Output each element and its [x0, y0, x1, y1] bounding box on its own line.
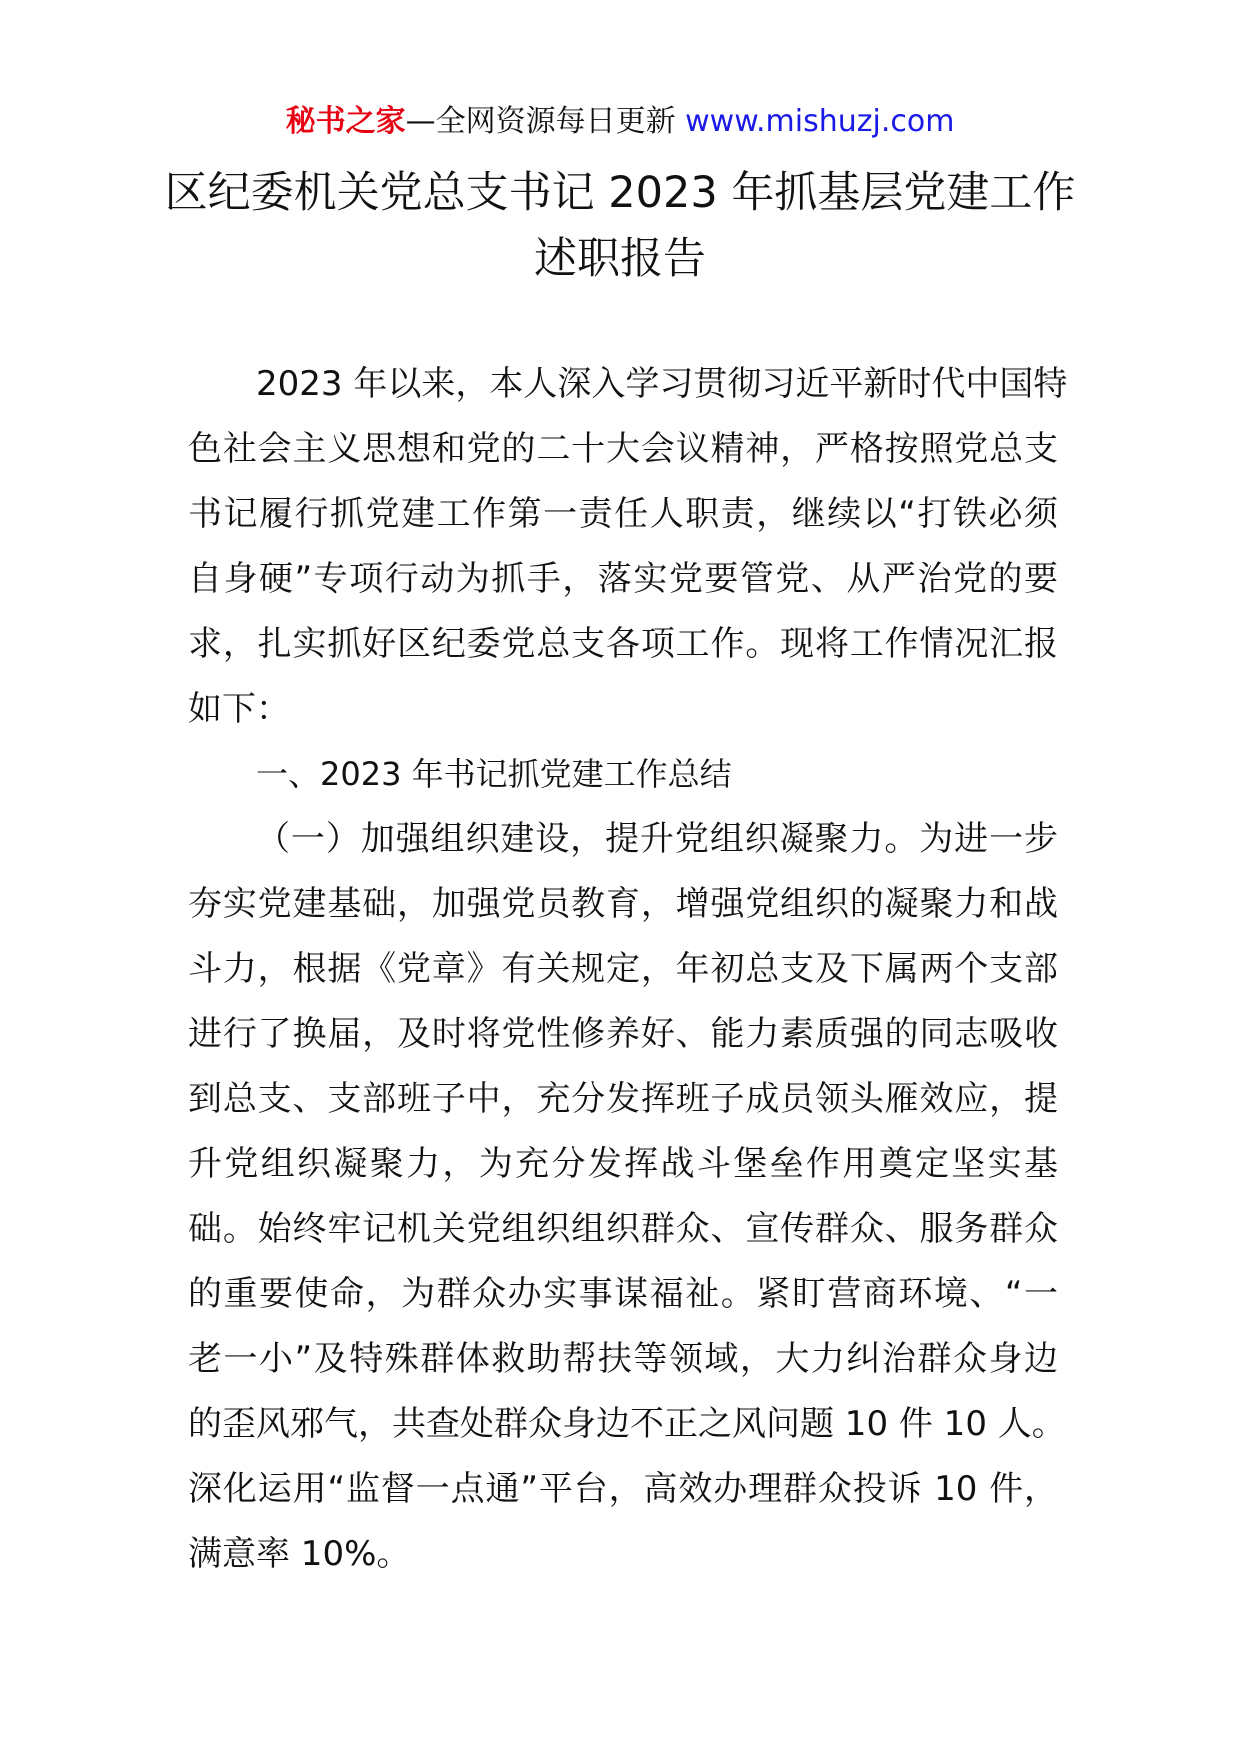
body-line: 满意率 10%。 — [188, 1534, 411, 1574]
body-line: 老一小”及特殊群体救助帮扶等领域，大力纠治群众身边 — [188, 1339, 1058, 1379]
body-line: 的重要使命，为群众办实事谋福祉。紧盯营商环境、“一 — [188, 1274, 1058, 1314]
body-line: 深化运用“监督一点通”平台，高效办理群众投诉 10 件， — [188, 1469, 1058, 1509]
body-line: 色社会主义思想和党的二十大会议精神，严格按照党总支 — [188, 429, 1058, 469]
body-line: 自身硬”专项行动为抓手，落实党要管党、从严治党的要 — [188, 559, 1058, 599]
body-line: 进行了换届，及时将党性修养好、能力素质强的同志吸收 — [188, 1014, 1058, 1054]
body-line: 求，扎实抓好区纪委党总支各项工作。现将工作情况汇报 — [188, 624, 1058, 664]
site-url-link[interactable]: www.mishuzj.com — [685, 104, 955, 139]
document-body — [188, 352, 1068, 1587]
document-title-line-1: 区纪委机关党总支书记 2023 年抓基层党建工作 — [164, 168, 1076, 218]
body-line: 到总支、支部班子中，充分发挥班子成员领头雁效应，提 — [188, 1079, 1058, 1119]
brand-name: 秘书之家 — [285, 104, 406, 139]
site-header — [0, 100, 1240, 144]
body-line: 如下： — [188, 689, 290, 729]
body-line: 斗力，根据《党章》有关规定，年初总支及下属两个支部 — [188, 949, 1058, 989]
section-heading: 一、2023 年书记抓党建工作总结 — [256, 755, 732, 793]
document-title-line-2: 述职报告 — [534, 234, 706, 284]
header-tagline: —全网资源每日更新 — [405, 104, 686, 139]
body-line: 书记履行抓党建工作第一责任人职责，继续以“打铁必须 — [188, 494, 1058, 534]
body-line: 夯实党建基础，加强党员教育，增强党组织的凝聚力和战 — [188, 884, 1058, 924]
body-line: 升党组织凝聚力，为充分发挥战斗堡垒作用奠定坚实基 — [188, 1144, 1058, 1184]
body-line: 的歪风邪气，共查处群众身边不正之风问题 10 件 10 人。 — [188, 1404, 1066, 1444]
body-line: 础。始终牢记机关党组织组织群众、宣传群众、服务群众 — [188, 1209, 1058, 1249]
body-line: （一）加强组织建设，提升党组织凝聚力。为进一步 — [256, 819, 1058, 859]
body-line: 2023 年以来，本人深入学习贯彻习近平新时代中国特 — [256, 364, 1068, 404]
